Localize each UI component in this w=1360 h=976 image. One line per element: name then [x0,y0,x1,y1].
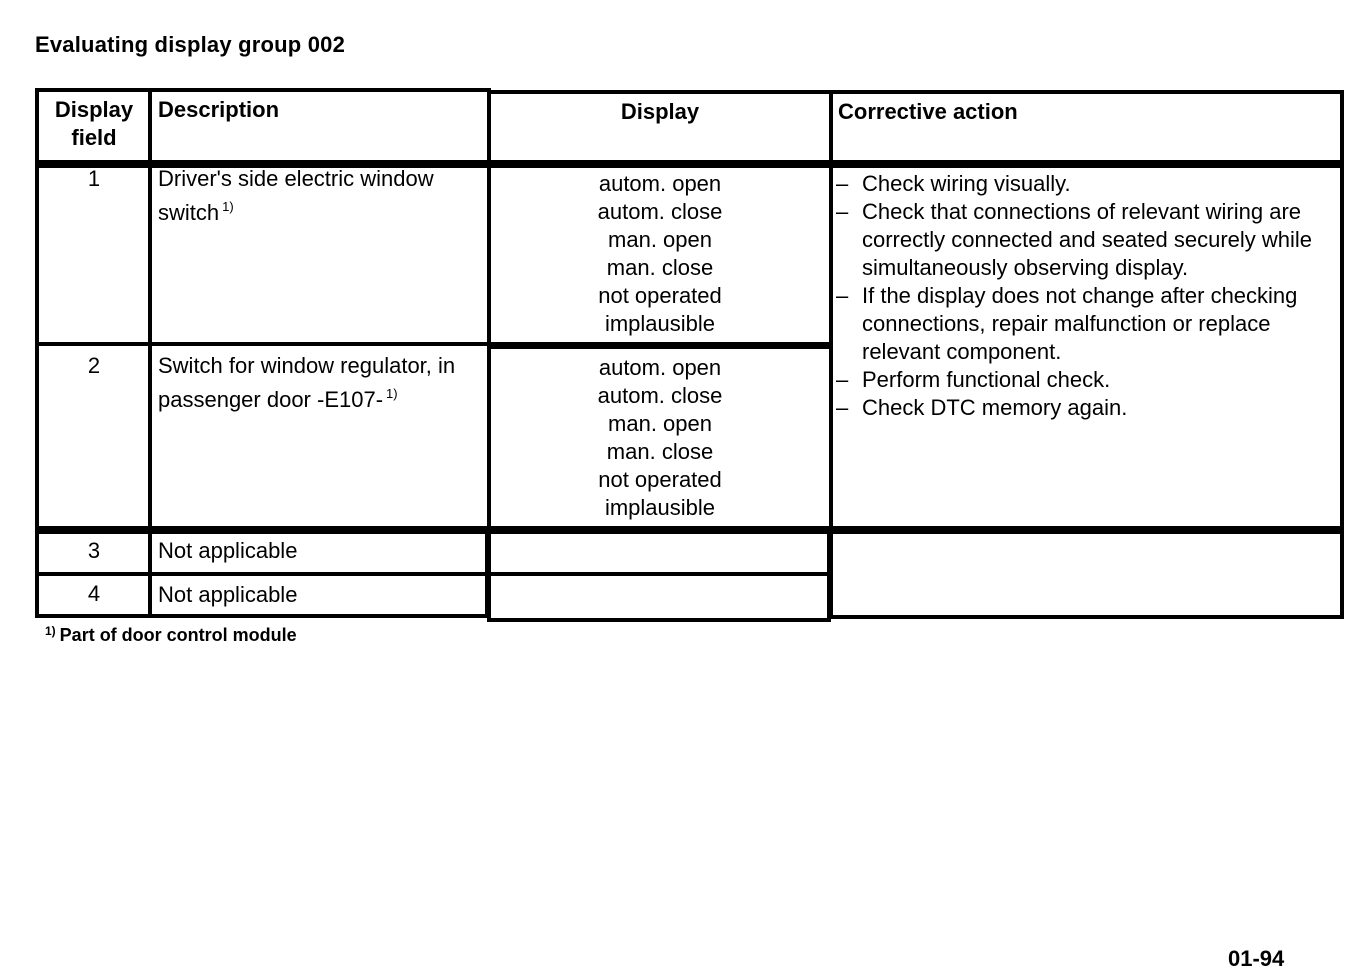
display-value: implausible [604,311,716,336]
footnote-marker: 1) [45,624,56,638]
display-cell [487,572,831,622]
row-description: Not applicable [158,582,298,607]
column-divider [148,572,152,618]
header-display-field: Display field [54,97,134,150]
display-value: implausible [604,495,716,520]
display-field-number: 1 [87,166,101,191]
footnote-text: Part of door control module [59,625,297,645]
display-value: autom. close [597,383,723,408]
display-field-number: 4 [87,581,101,606]
row-description: Not applicable [158,538,298,563]
footnote-marker: 1) [222,199,234,214]
action-item: – Perform functional check. [836,366,1336,394]
row-description [158,165,483,227]
footnote [45,624,297,646]
display-value: man. close [606,255,714,280]
display-value: man. open [608,411,712,436]
action-item: – If the display does not change after checking connections, repair malfunction or replace relevant component. [836,282,1336,366]
header-corrective-action: Corrective action [838,99,1018,124]
row-description [158,352,483,414]
action-item: – Check that connections of relevant wiring are correctly connected and seated securely while simultaneously observing display. [836,198,1336,282]
column-divider [148,164,152,346]
action-item: – Check wiring visually. [836,170,1336,198]
display-value: not operated [598,467,722,492]
display-value: autom. close [597,199,723,224]
header-display: Display [620,99,700,124]
display-values [491,354,829,522]
display-value: man. open [608,227,712,252]
footnote-marker: 1) [386,386,398,401]
page-title: Evaluating display group 002 [35,32,346,57]
display-values [491,170,829,338]
action-item: – Check DTC memory again. [836,394,1336,422]
column-divider [148,530,152,576]
description-text: Driver's side electric window switch [158,166,434,225]
page-number: 01-94 [1228,946,1285,971]
description-text: Switch for window regulator, in passenger door -E107- [158,353,456,412]
header-divider [148,88,152,164]
display-value: man. close [606,439,714,464]
corrective-action-cell [829,530,1344,619]
display-value: not operated [598,283,722,308]
display-cell [487,530,831,576]
corrective-action-list [836,170,1336,422]
header-description: Description [158,97,280,122]
display-field-number: 2 [87,353,101,378]
display-value: autom. open [598,355,722,380]
display-field-number: 3 [87,538,101,563]
display-value: autom. open [598,171,722,196]
column-divider [148,342,152,530]
